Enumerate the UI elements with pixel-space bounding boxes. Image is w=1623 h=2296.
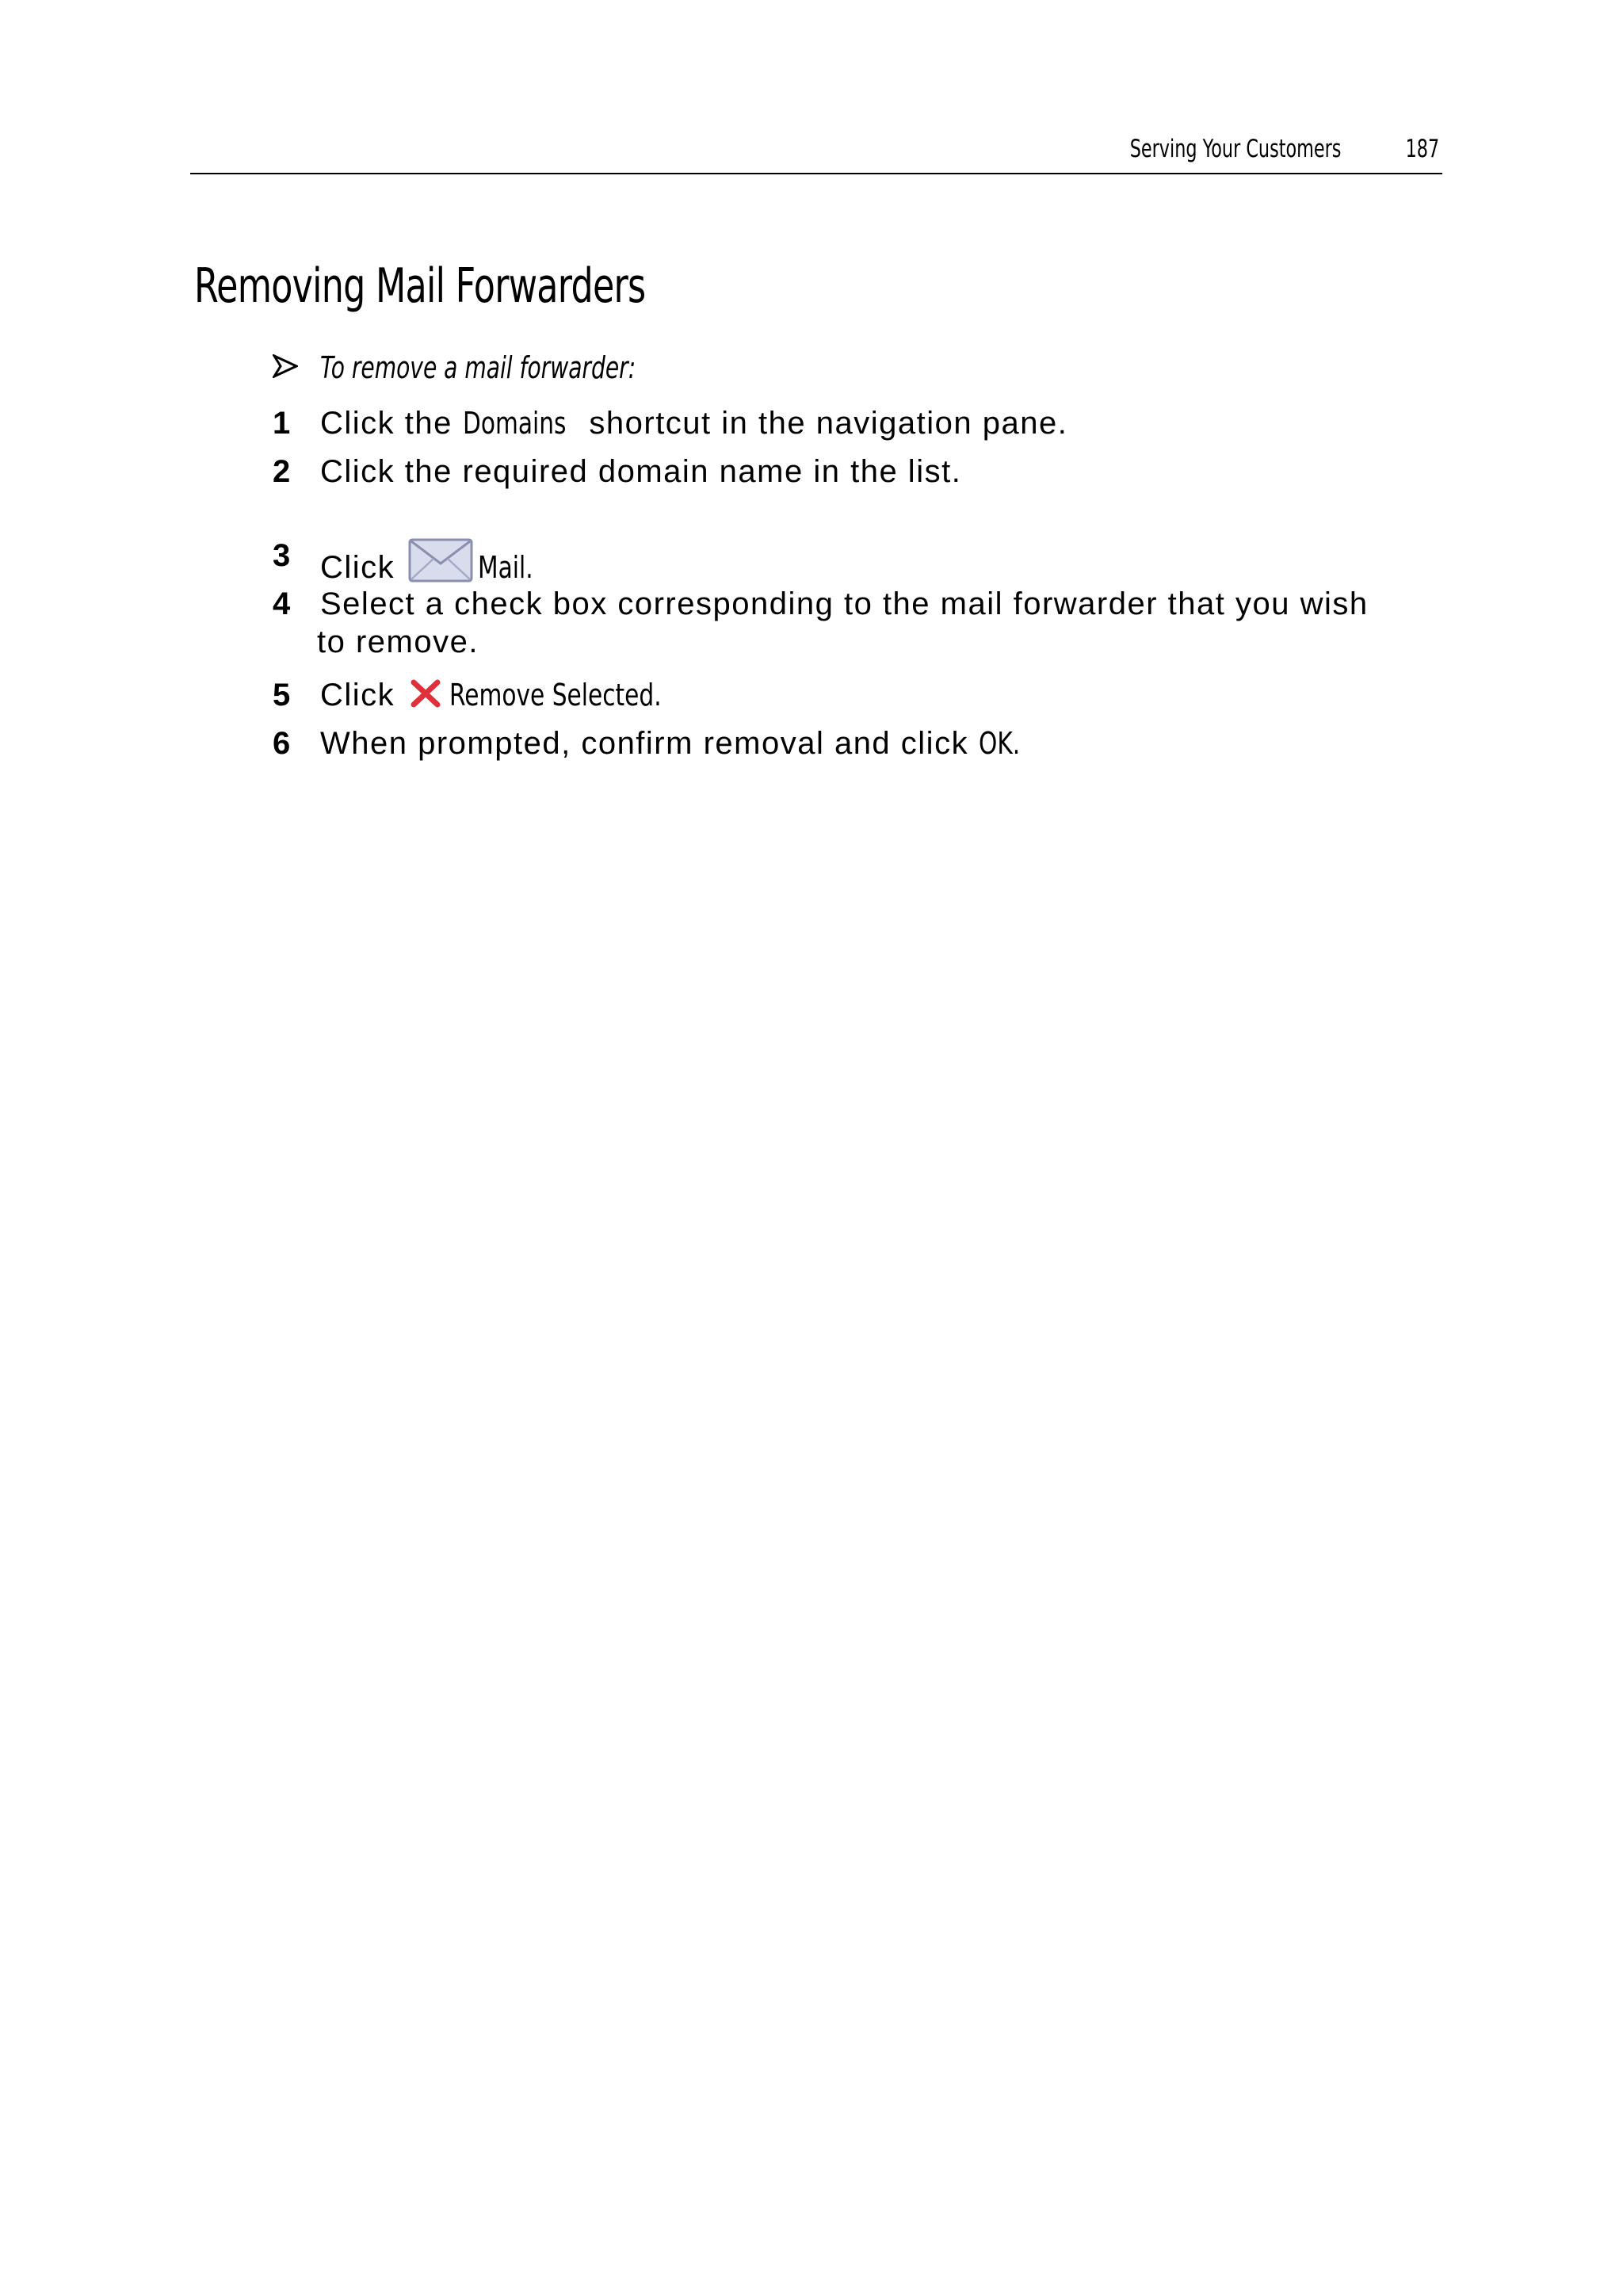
arrow-bullet-icon bbox=[273, 352, 304, 385]
step-text: Click Mail. bbox=[320, 537, 548, 586]
page-title: Removing Mail Forwarders bbox=[194, 258, 646, 314]
procedure-heading bbox=[273, 350, 747, 385]
procedure-heading-text: To remove a mail forwarder: bbox=[320, 350, 636, 385]
red-x-icon bbox=[410, 678, 441, 709]
step-number: 1 bbox=[273, 406, 291, 441]
ui-term-remove-selected: Remove Selected. bbox=[449, 678, 662, 712]
step-text: Click Remove Selected. bbox=[320, 678, 662, 712]
step-number: 2 bbox=[273, 454, 291, 489]
step-text: Select a check box corresponding to the mail forwarder that you wish to remove. bbox=[317, 586, 1369, 659]
page-number: 187 bbox=[1405, 135, 1439, 163]
step-text: Click the Domains shortcut in the navigation pane. bbox=[320, 406, 1068, 441]
step-number: 3 bbox=[273, 538, 291, 573]
header-section-title: Serving Your Customers bbox=[1129, 135, 1341, 163]
step-number: 6 bbox=[273, 726, 291, 761]
ui-term-mail: Mail. bbox=[477, 550, 533, 585]
step-number: 4 bbox=[273, 586, 291, 621]
step-text: When prompted, confirm removal and click OK. bbox=[320, 726, 1020, 761]
running-header bbox=[190, 132, 1442, 174]
step-text: Click the required domain name in the list. bbox=[320, 454, 962, 489]
step-number: 5 bbox=[273, 678, 291, 712]
mail-envelope-icon bbox=[408, 537, 473, 584]
ui-term-domains: Domains bbox=[462, 406, 566, 441]
ui-term-ok: OK. bbox=[978, 726, 1020, 761]
